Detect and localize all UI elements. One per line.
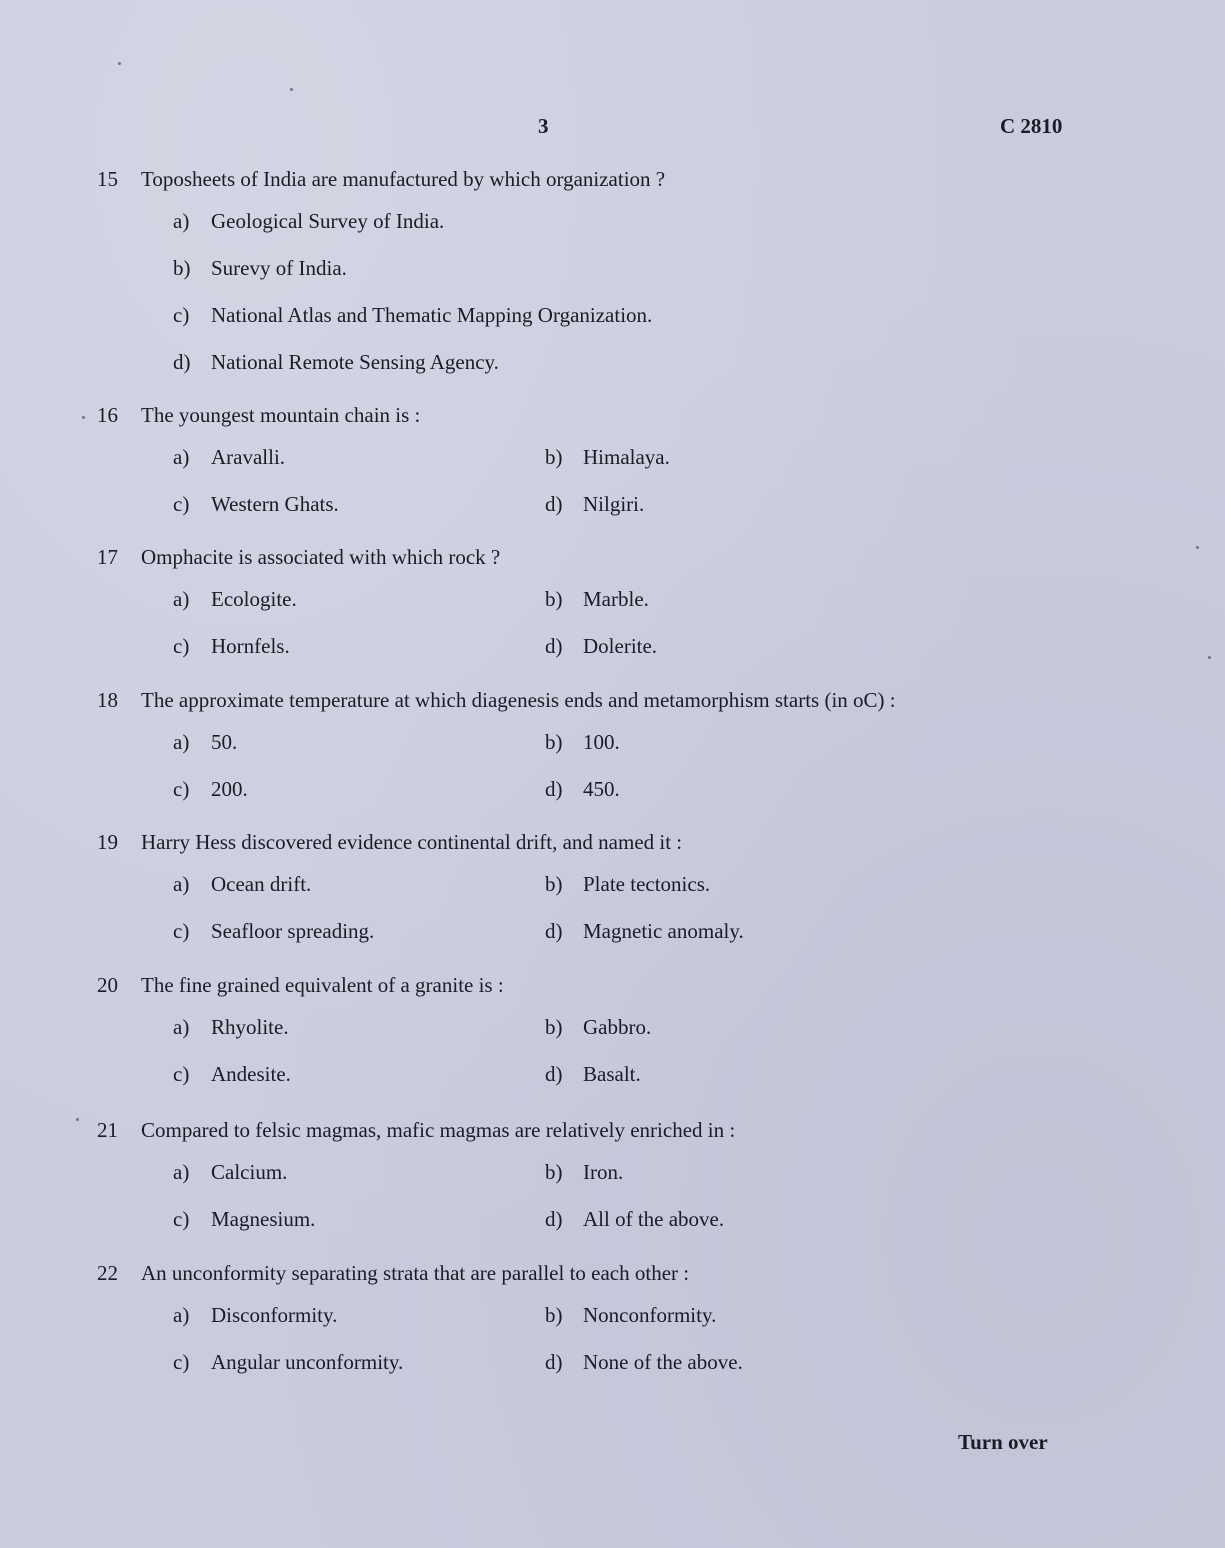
question-stem — [97, 685, 1097, 715]
question-text: The fine grained equivalent of a granite is : — [141, 973, 504, 997]
question-stem — [97, 542, 1097, 572]
question-number: 17 — [97, 545, 118, 569]
option-a — [173, 442, 285, 472]
option-row — [97, 762, 1097, 809]
option-text: Nilgiri. — [583, 492, 645, 516]
option-row — [97, 1335, 1097, 1382]
page-number: 3 — [538, 114, 549, 138]
option-letter: a) — [173, 587, 190, 611]
option-row — [97, 477, 1097, 524]
question-19 — [97, 827, 1097, 951]
option-row — [97, 1047, 1097, 1094]
question-text: The approximate temperature at which diagenesis ends and metamorphism starts (in oC) : — [141, 688, 896, 712]
option-d — [545, 631, 657, 661]
option-letter: d) — [545, 919, 563, 943]
option-row — [97, 572, 1097, 619]
question-stem — [97, 400, 1097, 430]
option-letter: c) — [173, 919, 190, 943]
option-row — [97, 288, 1097, 335]
question-number: 20 — [97, 973, 118, 997]
question-number: 22 — [97, 1261, 118, 1285]
option-d — [173, 347, 499, 377]
option-text: Ocean drift. — [211, 872, 312, 896]
option-letter: d) — [545, 777, 563, 801]
option-text: Ecologite. — [211, 587, 297, 611]
paper-code: C 2810 — [1000, 114, 1063, 138]
question-16 — [97, 400, 1097, 524]
option-letter: c) — [173, 634, 190, 658]
option-b — [545, 584, 649, 614]
question-stem — [97, 164, 1097, 194]
option-letter: d) — [173, 350, 191, 374]
question-22 — [97, 1258, 1097, 1382]
option-d — [545, 1204, 724, 1234]
option-letter: a) — [173, 1015, 190, 1039]
option-text: Marble. — [583, 587, 649, 611]
question-text: The youngest mountain chain is : — [141, 403, 421, 427]
option-text: National Atlas and Thematic Mapping Organization. — [211, 303, 653, 327]
question-number: 16 — [97, 403, 118, 427]
option-row — [97, 194, 1097, 241]
option-text: Geological Survey of India. — [211, 209, 445, 233]
option-row — [97, 1145, 1097, 1192]
option-letter: d) — [545, 1062, 563, 1086]
option-row — [97, 430, 1097, 477]
option-text: Aravalli. — [211, 445, 286, 469]
question-text: Compared to felsic magmas, mafic magmas are relatively enriched in : — [141, 1118, 736, 1142]
option-row — [97, 715, 1097, 762]
paper-speck — [1208, 656, 1211, 659]
option-letter: a) — [173, 730, 190, 754]
option-row — [97, 1288, 1097, 1335]
question-stem — [97, 827, 1097, 857]
option-d — [545, 1059, 641, 1089]
option-letter: b) — [545, 1303, 563, 1327]
option-a — [173, 869, 311, 899]
option-letter: d) — [545, 1207, 563, 1231]
option-text: All of the above. — [583, 1207, 725, 1231]
option-a — [173, 727, 237, 757]
paper-speck — [82, 416, 85, 419]
option-b — [545, 1157, 623, 1187]
option-text: Gabbro. — [583, 1015, 652, 1039]
option-text: 200. — [211, 777, 248, 801]
option-text: 50. — [211, 730, 238, 754]
option-letter: a) — [173, 872, 190, 896]
paper-speck — [76, 1118, 79, 1121]
option-letter: c) — [173, 1062, 190, 1086]
option-d — [545, 916, 744, 946]
option-text: 100. — [583, 730, 620, 754]
paper-speck — [1196, 546, 1199, 549]
option-c — [173, 916, 374, 946]
option-c — [173, 300, 652, 330]
option-letter: b) — [173, 256, 191, 280]
option-text: Rhyolite. — [211, 1015, 289, 1039]
option-letter: b) — [545, 1015, 563, 1039]
option-b — [545, 1012, 651, 1042]
paper-speck — [290, 88, 293, 91]
option-text: Nonconformity. — [583, 1303, 717, 1327]
option-c — [173, 1059, 291, 1089]
option-row — [97, 619, 1097, 666]
option-text: Hornfels. — [211, 634, 290, 658]
question-number: 21 — [97, 1118, 118, 1142]
option-b — [545, 442, 670, 472]
option-text: Magnesium. — [211, 1207, 316, 1231]
option-letter: d) — [545, 1350, 563, 1374]
option-b — [545, 727, 620, 757]
option-text: Angular unconformity. — [211, 1350, 404, 1374]
option-text: Magnetic anomaly. — [583, 919, 744, 943]
option-letter: b) — [545, 872, 563, 896]
option-text: Western Ghats. — [211, 492, 339, 516]
option-text: Disconformity. — [211, 1303, 338, 1327]
option-letter: a) — [173, 209, 190, 233]
option-row — [97, 857, 1097, 904]
option-letter: c) — [173, 1350, 190, 1374]
option-letter: b) — [545, 445, 563, 469]
question-text: Omphacite is associated with which rock ? — [141, 545, 501, 569]
option-text: Seafloor spreading. — [211, 919, 375, 943]
question-20 — [97, 970, 1097, 1094]
option-a — [173, 206, 444, 236]
option-d — [545, 774, 620, 804]
question-text: Toposheets of India are manufactured by which organization ? — [141, 167, 666, 191]
option-letter: a) — [173, 445, 190, 469]
option-text: Dolerite. — [583, 634, 658, 658]
option-letter: c) — [173, 492, 190, 516]
option-text: Surevy of India. — [211, 256, 347, 280]
option-text: Plate tectonics. — [583, 872, 711, 896]
option-c — [173, 489, 339, 519]
option-text: National Remote Sensing Agency. — [211, 350, 499, 374]
option-text: None of the above. — [583, 1350, 743, 1374]
option-text: Basalt. — [583, 1062, 641, 1086]
option-letter: b) — [545, 587, 563, 611]
question-stem — [97, 1258, 1097, 1288]
option-row — [97, 1000, 1097, 1047]
option-row — [97, 1192, 1097, 1239]
option-c — [173, 631, 290, 661]
option-letter: a) — [173, 1303, 190, 1327]
option-letter: b) — [545, 1160, 563, 1184]
paper-speck — [118, 62, 121, 65]
question-stem — [97, 970, 1097, 1000]
option-letter: c) — [173, 1207, 190, 1231]
turn-over-note: Turn over — [958, 1430, 1048, 1454]
option-b — [545, 869, 710, 899]
option-text: 450. — [583, 777, 620, 801]
question-text: An unconformity separating strata that are parallel to each other : — [141, 1261, 690, 1285]
option-letter: a) — [173, 1160, 190, 1184]
question-stem — [97, 1115, 1097, 1145]
question-18 — [97, 685, 1097, 809]
question-number: 19 — [97, 830, 118, 854]
question-17 — [97, 542, 1097, 666]
option-row — [97, 904, 1097, 951]
option-a — [173, 1012, 289, 1042]
option-c — [173, 1347, 403, 1377]
option-a — [173, 584, 297, 614]
option-letter: b) — [545, 730, 563, 754]
option-row — [97, 241, 1097, 288]
option-text: Himalaya. — [583, 445, 670, 469]
option-text: Andesite. — [211, 1062, 291, 1086]
question-15 — [97, 164, 1097, 382]
option-text: Iron. — [583, 1160, 624, 1184]
option-a — [173, 1300, 337, 1330]
question-text: Harry Hess discovered evidence continental drift, and named it : — [141, 830, 683, 854]
option-b — [173, 253, 347, 283]
option-d — [545, 1347, 743, 1377]
option-c — [173, 774, 248, 804]
question-number: 18 — [97, 688, 118, 712]
option-text: Calcium. — [211, 1160, 288, 1184]
option-letter: d) — [545, 634, 563, 658]
question-21 — [97, 1115, 1097, 1239]
option-d — [545, 489, 644, 519]
option-letter: c) — [173, 303, 190, 327]
option-c — [173, 1204, 315, 1234]
option-row — [97, 335, 1097, 382]
option-letter: c) — [173, 777, 190, 801]
question-number: 15 — [97, 167, 118, 191]
option-b — [545, 1300, 716, 1330]
option-a — [173, 1157, 287, 1187]
option-letter: d) — [545, 492, 563, 516]
